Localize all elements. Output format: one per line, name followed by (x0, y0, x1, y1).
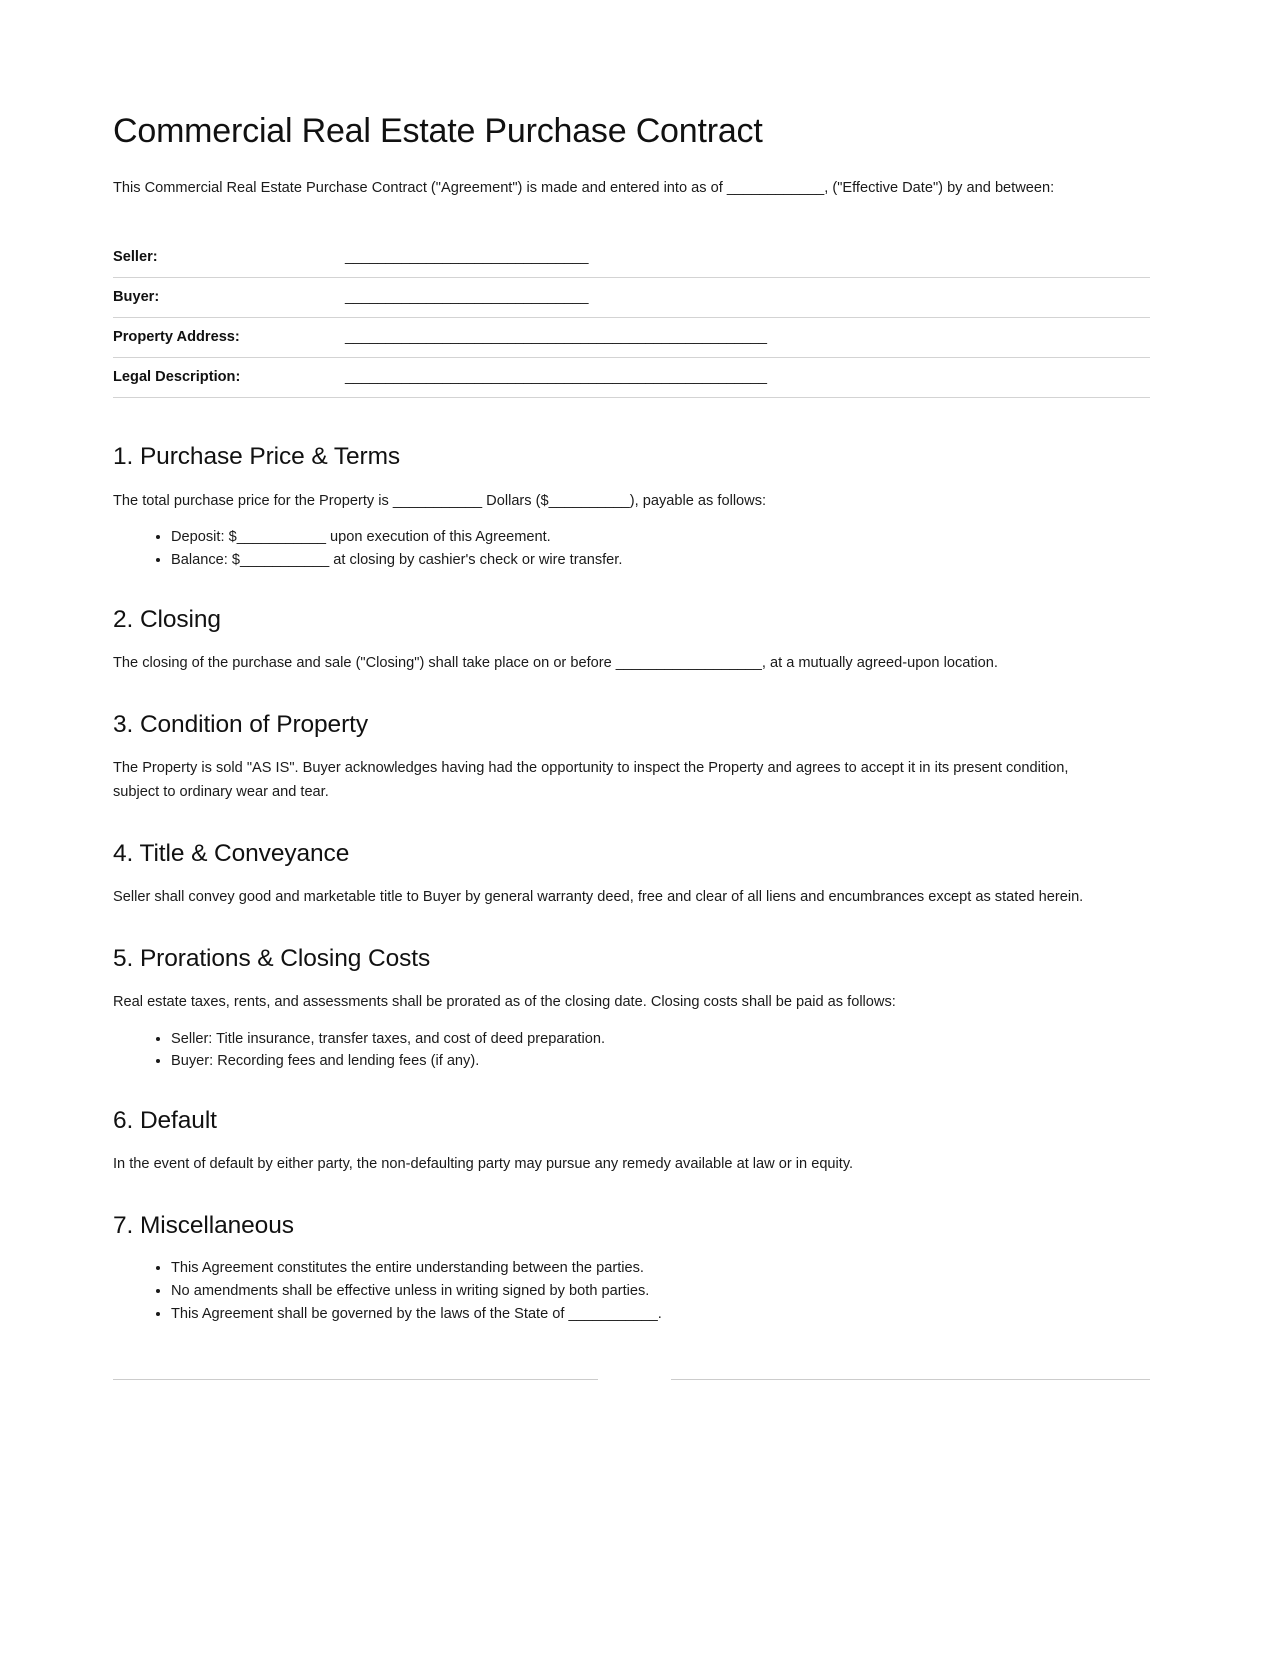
table-row (113, 238, 1150, 278)
list-item: • This Agreement shall be governed by the laws of the State of ___________. (171, 1304, 1150, 1325)
signature-gap (598, 1379, 671, 1380)
parties-table (113, 238, 1150, 399)
section-paragraph: The total purchase price for the Property is ___________ Dollars ($__________), payable as follows: (113, 492, 767, 509)
list-item: • Buyer: Recording fees and lending fees (if any). (171, 1051, 1150, 1072)
page-title: Commercial Real Estate Purchase Contract (113, 112, 763, 150)
section-heading: 4. Title & Conveyance (113, 839, 350, 867)
section-heading: 2. Closing (113, 605, 221, 633)
list-item: • Deposit: $___________ upon execution of this Agreement. (171, 527, 1150, 548)
section-paragraph: In the event of default by either party, the non-defaulting party may pursue any remedy available at law or in equity. (113, 1156, 854, 1173)
section-paragraph: The Property is sold "AS IS". Buyer acknowledges having had the opportunity to inspect the Property and agrees to accept it in its present condition, subject to ordinary wear and tear. (113, 760, 1069, 800)
party-blank-buyer[interactable]: ______________________________ (345, 288, 589, 305)
section-heading: 5. Prorations & Closing Costs (113, 944, 431, 972)
section-heading: 6. Default (113, 1107, 217, 1134)
table-row (113, 318, 1150, 358)
party-label-property-address: Property Address: (113, 329, 240, 346)
list-item: • Balance: $___________ at closing by cashier's check or wire transfer. (171, 550, 1150, 571)
section-closing (113, 605, 1150, 676)
signature-line-seller[interactable] (113, 1379, 598, 1380)
party-blank-property-address[interactable]: ____________________________________________________ (345, 329, 768, 346)
list-item: • This Agreement constitutes the entire understanding between the parties. (171, 1258, 1150, 1279)
parties-table-body (113, 238, 1150, 398)
signature-block (113, 1379, 1150, 1380)
section-bullet-list (113, 1258, 1150, 1324)
signature-line-buyer[interactable] (671, 1379, 1150, 1380)
intro-paragraph: This Commercial Real Estate Purchase Contract ("Agreement") is made and entered into as of ____________, ("Effective Date") by and between: (113, 180, 1055, 197)
list-item: • No amendments shall be effective unless in writing signed by both parties. (171, 1281, 1150, 1302)
party-blank-seller[interactable]: ______________________________ (345, 248, 589, 265)
party-label-seller: Seller: (113, 248, 158, 265)
section-purchase-price-terms (113, 442, 1150, 570)
party-label-buyer: Buyer: (113, 288, 160, 305)
section-bullet-list (113, 527, 1150, 570)
party-blank-legal-description[interactable]: ____________________________________________________ (345, 369, 768, 386)
table-row (113, 277, 1150, 317)
section-bullet-list (113, 1029, 1150, 1072)
section-prorations-closing-costs (113, 944, 1150, 1072)
section-paragraph: The closing of the purchase and sale ("Closing") shall take place on or before __________________, at a mutually agreed-upon location. (113, 655, 998, 672)
section-heading: 3. Condition of Property (113, 710, 368, 738)
section-paragraph: Seller shall convey good and marketable title to Buyer by general warranty deed, free and clear of all liens and encumbrances except as stated herein. (113, 888, 1084, 905)
section-paragraph: Real estate taxes, rents, and assessments shall be prorated as of the closing date. Closing costs shall be paid as follows: (113, 993, 896, 1010)
section-heading: 7. Miscellaneous (113, 1212, 294, 1240)
page-trailing-space (113, 1380, 1150, 1680)
list-item: • Seller: Title insurance, transfer taxes, and cost of deed preparation. (171, 1029, 1150, 1050)
section-condition-of-property (113, 710, 1150, 805)
section-heading: 1. Purchase Price & Terms (113, 443, 401, 471)
party-label-legal-description: Legal Description: (113, 369, 241, 386)
section-title-conveyance (113, 839, 1150, 910)
table-row (113, 358, 1150, 398)
section-miscellaneous (113, 1211, 1150, 1325)
section-default (113, 1106, 1150, 1177)
